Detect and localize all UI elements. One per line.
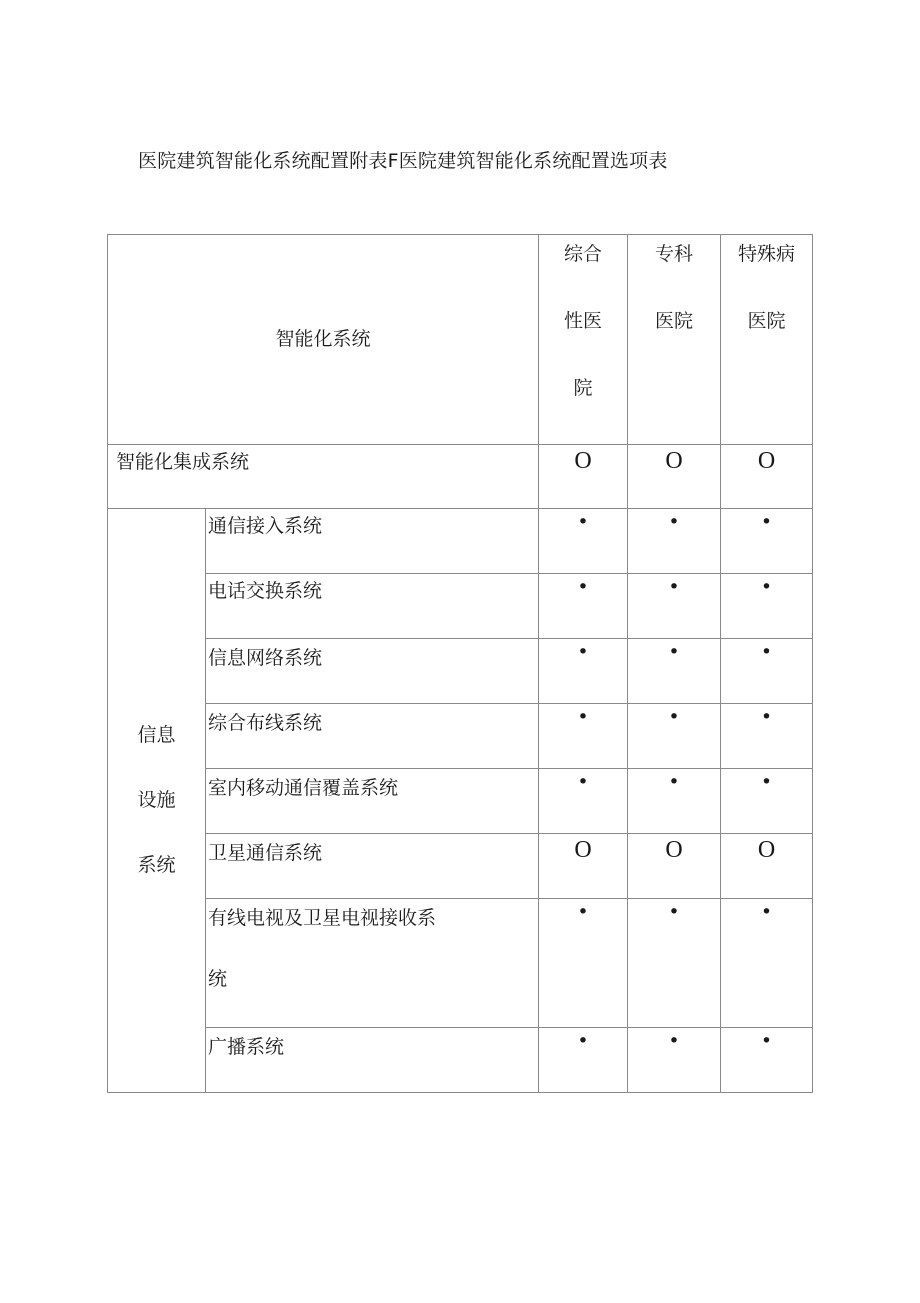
option-mark: • (628, 769, 721, 834)
col-header-general (539, 235, 628, 445)
table-row (108, 445, 813, 509)
option-mark: • (628, 1028, 721, 1093)
option-mark: O (539, 834, 628, 899)
table-row (108, 704, 813, 769)
table-row (108, 1028, 813, 1093)
option-mark: • (539, 574, 628, 639)
table-row (108, 574, 813, 639)
row-label: 通信接入系统 (206, 509, 539, 574)
option-mark: O (628, 445, 721, 509)
option-mark: O (628, 834, 721, 899)
config-table (107, 234, 813, 1093)
option-mark: • (539, 1028, 628, 1093)
option-mark: • (721, 899, 813, 1028)
option-mark: • (721, 704, 813, 769)
option-mark: • (628, 704, 721, 769)
system-header (108, 235, 539, 445)
option-mark: • (539, 899, 628, 1028)
row-label-line: 统 (208, 968, 228, 990)
col-header-special-disease (721, 235, 813, 445)
col-header-line: 院 (573, 377, 593, 399)
table-row (108, 639, 813, 704)
option-mark: • (721, 769, 813, 834)
option-mark: • (539, 509, 628, 574)
option-mark: • (628, 574, 721, 639)
table-row (108, 899, 813, 1028)
category-line: 信息 (137, 724, 176, 746)
row-label: 智能化集成系统 (108, 445, 539, 509)
row-label (206, 899, 539, 1028)
table-row (108, 769, 813, 834)
option-mark: • (539, 769, 628, 834)
col-header-line: 医院 (747, 310, 786, 332)
row-label: 综合布线系统 (206, 704, 539, 769)
option-mark: • (721, 639, 813, 704)
option-mark: • (628, 639, 721, 704)
option-mark: • (628, 509, 721, 574)
option-mark: • (539, 704, 628, 769)
col-header-line: 性医 (564, 310, 603, 332)
header-row (108, 235, 813, 445)
option-mark: • (721, 574, 813, 639)
col-header-specialty (628, 235, 721, 445)
row-label: 卫星通信系统 (206, 834, 539, 899)
col-header-line: 综合 (564, 243, 603, 265)
document-title: 医院建筑智能化系统配置附表F医院建筑智能化系统配置选项表 (138, 150, 668, 172)
row-label: 电话交换系统 (206, 574, 539, 639)
table-row (108, 509, 813, 574)
option-mark: • (628, 899, 721, 1028)
option-mark: • (721, 1028, 813, 1093)
category-line: 系统 (137, 854, 176, 876)
row-label: 室内移动通信覆盖系统 (206, 769, 539, 834)
table-row (108, 834, 813, 899)
col-header-line: 专科 (655, 243, 694, 265)
category-line: 设施 (137, 789, 176, 811)
row-label: 信息网络系统 (206, 639, 539, 704)
col-header-line: 医院 (655, 310, 694, 332)
row-label: 广播系统 (206, 1028, 539, 1093)
option-mark: O (539, 445, 628, 509)
system-header-label: 智能化系统 (275, 328, 371, 350)
category-label (108, 509, 206, 1093)
col-header-line: 特殊病 (738, 243, 796, 265)
row-label-line: 有线电视及卫星电视接收系 (208, 907, 437, 929)
option-mark: • (539, 639, 628, 704)
option-mark: O (721, 445, 813, 509)
option-mark: O (721, 834, 813, 899)
option-mark: • (721, 509, 813, 574)
